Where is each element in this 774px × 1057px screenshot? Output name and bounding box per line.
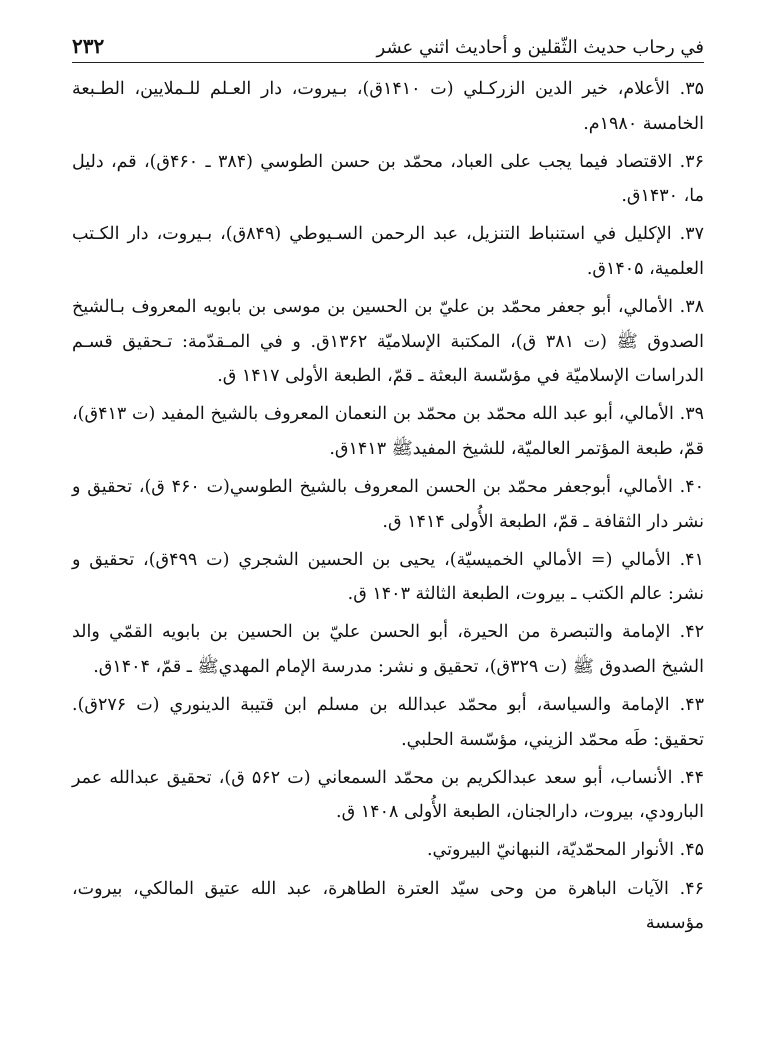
entry-text: الإمامة والسياسة، أبو محمّد عبدالله بن مسلم ابن قتيبة الدينوري (ت ۲۷۶ق). تحقيق: طَه محمّد الزيني، مؤسّسة الحلبي. xyxy=(72,695,704,750)
entry-text: الأنوار المحمّديّة، النبهانيّ البيروتي. xyxy=(426,840,675,861)
running-title: في رحاب حديث الثّقلين و أحاديث اثني عشر xyxy=(376,37,704,58)
entry-text: الآيات الباهرة من وحى سيّد العترة الطاهرة، عبد الله عتيق المالكي، بيروت، مؤسسة xyxy=(72,878,704,934)
bibliography-entry xyxy=(72,290,704,394)
entry-number: ۳۵. xyxy=(679,79,705,99)
entry-text: الاقتصاد فيما يجب على العباد، محمّد بن حسن الطوسي (۳۸۴ ـ ۴۶۰ق)، قم، دليل ما، ۱۴۳۰ق. xyxy=(72,151,704,207)
page-number: ۲۳۲ xyxy=(72,34,105,58)
bibliography-entry xyxy=(72,397,704,466)
entry-text: الأنساب، أبو سعد عبدالكريم بن محمّد السمعاني (ت ۵۶۲ ق)، تحقيق عبدالله عمر البارودي، بيروت، دارالجنان، الطبعة الأُولى ۱۴۰۸ ق. xyxy=(72,767,704,823)
entry-text: الأمالي، أبو عبد الله محمّد بن محمّد بن النعمان المعروف بالشيخ المفيد (ت ۴۱۳ق)، قمّ، طبعة المؤتمر العالميّة، للشيخ المفيدﷺ ۱۴۱۳ق. xyxy=(72,404,704,459)
bibliography-entry xyxy=(72,761,704,830)
entry-text: الأمالي، أبوجعفر محمّد بن الحسن المعروف بالشيخ الطوسي(ت ۴۶۰ ق)، تحقيق و نشر دار الثقافة ـ قمّ، الطبعة الأُولى ۱۴۱۴ ق. xyxy=(72,477,704,532)
bibliography-entry xyxy=(72,543,704,612)
bibliography-entry xyxy=(72,217,704,286)
entry-number: ۳۹. xyxy=(679,404,704,425)
entry-text: الأمالي، أبو جعفر محمّد بن عليّ بن الحسين بن موسى بن بابويه المعروف بـالشيخ الصدوق ﷺ (ت ۳۸۱ ق)، المكتبة الإسلاميّة ۱۳۶۲ق. و في المـقدّمة: تـحقيق قسـم الدراسات الإسلاميّة في مؤسّسة البعثة ـ قمّ، الطبعة الأولى ۱۴۱۷ ق. xyxy=(72,297,704,387)
entry-text: الإكليل في استنباط التنزيل، عبد الرحمن السـيوطي (۸۴۹ق)، بـيروت، دار الكـتب العلمية، ۱۴۰۵ق. xyxy=(72,224,704,279)
entry-number: ۴۰. xyxy=(679,477,704,498)
entry-number: ۴۱. xyxy=(679,549,704,570)
entry-number: ۴۴. xyxy=(679,767,704,788)
entry-number: ۴۵. xyxy=(679,840,704,861)
entry-number: ۳۷. xyxy=(679,224,704,245)
bibliography-entry xyxy=(72,470,704,539)
bibliography-entry xyxy=(72,872,704,941)
bibliography-entry xyxy=(72,833,704,868)
entry-number: ۴۶. xyxy=(679,878,704,899)
bibliography-list xyxy=(72,72,704,944)
bibliography-entry xyxy=(72,145,704,214)
entry-number: ۴۳. xyxy=(679,695,704,716)
entry-number: ۳۸. xyxy=(679,297,704,318)
entry-text: الأمالي (= الأمالي الخميسيّة)، يحيى بن الحسين الشجري (ت ۴۹۹ق)، تحقيق و نشر: عالم الكتب ـ بيروت، الطبعة الثالثة ۱۴۰۳ ق. xyxy=(72,549,704,605)
entry-number: ۳۶. xyxy=(679,151,704,172)
entry-number: ۴۲. xyxy=(679,622,704,643)
page-header xyxy=(72,22,704,63)
bibliography-entry xyxy=(72,688,704,757)
entry-text: الأعلام، خير الدين الزركـلي (ت ۱۴۱۰ق)، بـيروت، دار العـلم للـملايين، الطـبعة الخامسة ۱۹۸۰م. xyxy=(72,79,704,134)
entry-text: الإمامة والتبصرة من الحيرة، أبو الحسن عليّ بن الحسين بن بابويه القمّي والد الشيخ الصدوق ﷺ (ت ۳۲۹ق)، تحقيق و نشر: مدرسة الإمام المهديﷺ ـ قمّ، ۱۴۰۴ق. xyxy=(72,622,704,677)
bibliography-entry xyxy=(72,72,704,141)
bibliography-entry xyxy=(72,615,704,684)
